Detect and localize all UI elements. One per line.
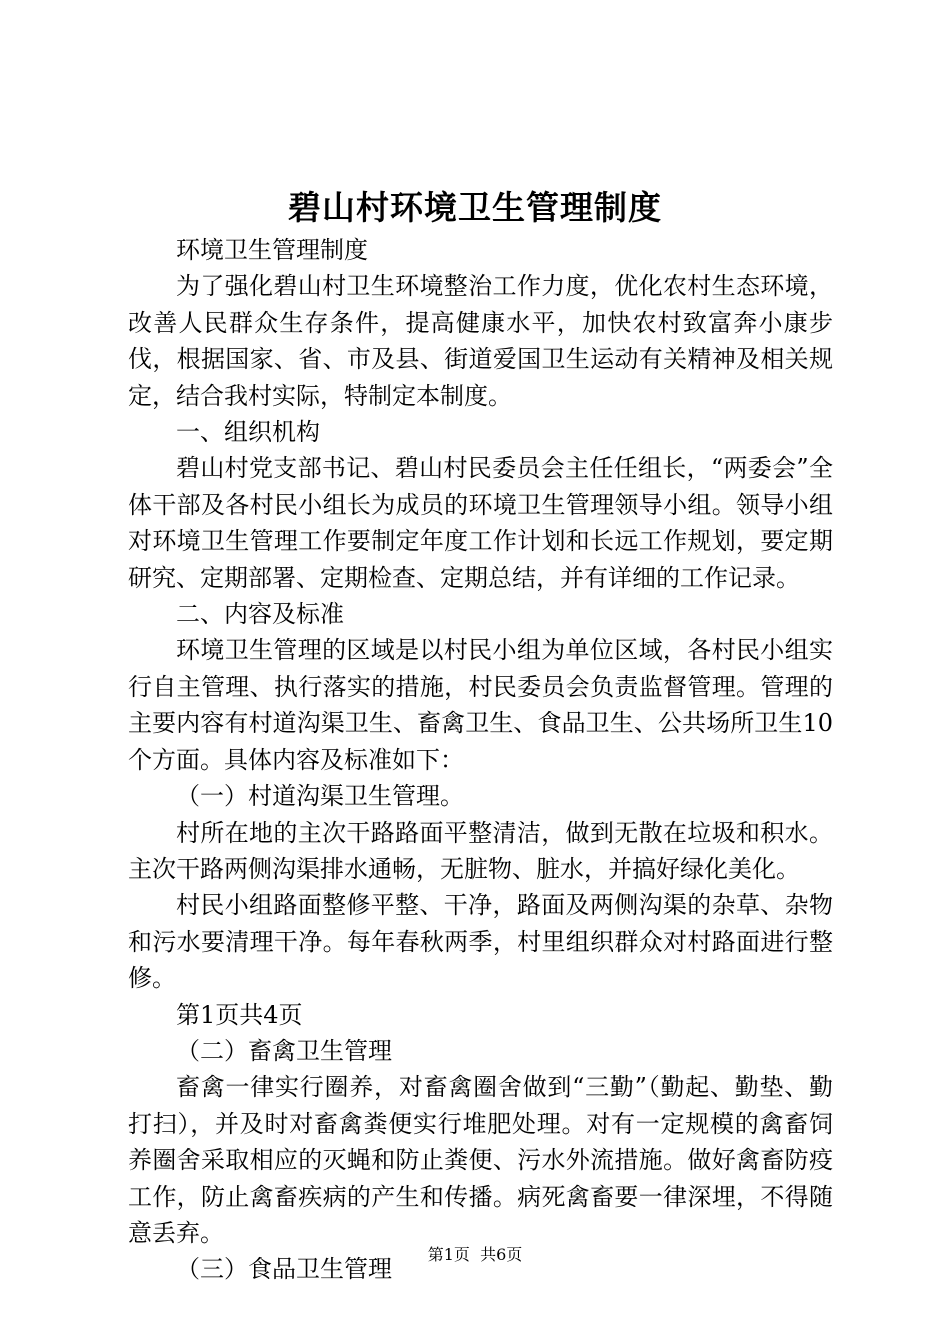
page-footer: 第1页 共6页	[427, 1245, 523, 1264]
subsection-heading: （二）畜禽卫生管理	[176, 1036, 392, 1065]
section-heading: 二、内容及标准	[176, 600, 344, 629]
inline-page-marker: 第1页共4页	[176, 1000, 303, 1029]
intro-paragraph: 为了强化碧山村卫生环境整治工作力度，优化农村生态环境，改善人民群众生存条件，提高健康水平，加快农村致富奔小康步伐，根据国家、省、市及县、街道爱国卫生运动有关精神及相关规定，结合我村实际，特制定本制度。	[128, 272, 833, 410]
subsection-heading: （一）村道沟渠卫生管理。	[176, 782, 464, 811]
section-heading: 一、组织机构	[176, 418, 320, 447]
subsection-heading: （三）食品卫生管理	[176, 1255, 392, 1284]
subtitle-paragraph: 环境卫生管理制度	[176, 236, 368, 264]
document-title: 碧山村环境卫生管理制度	[288, 188, 662, 227]
livestock-paragraph: 畜禽一律实行圈养，对畜禽圈舍做到“三勤”（勤起、勤垫、勤打扫），并及时对畜禽粪便实行堆肥处理。对有一定规模的禽畜饲养圈舍采取相应的灭蝇和防止粪便、污水外流措施。做好禽畜防疫工作，防止禽畜疾病的产生和传播。病死禽畜要一律深埋，不得随意丢弃。	[128, 1073, 833, 1247]
organization-paragraph: 碧山村党支部书记、碧山村民委员会主任任组长，“两委会”全体干部及各村民小组长为成员的环境卫生管理领导小组。领导小组对环境卫生管理工作要制定年度工作计划和长远工作规划，要定期研究、定期部署、定期检查、定期总结，并有详细的工作记录。	[128, 454, 833, 592]
road-paragraph: 村民小组路面整修平整、干净，路面及两侧沟渠的杂草、杂物和污水要清理干净。每年春秋两季，村里组织群众对村路面进行整修。	[128, 891, 833, 993]
document-body	[128, 232, 833, 1288]
road-paragraph: 村所在地的主次干路路面平整清洁，做到无散在垃圾和积水。主次干路两侧沟渠排水通畅，无脏物、脏水，并搞好绿化美化。	[128, 818, 833, 883]
content-paragraph: 环境卫生管理的区域是以村民小组为单位区域，各村民小组实行自主管理、执行落实的措施，村民委员会负责监督管理。管理的主要内容有村道沟渠卫生、畜禽卫生、食品卫生、公共场所卫生10个方面。具体内容及标准如下：	[128, 636, 833, 774]
